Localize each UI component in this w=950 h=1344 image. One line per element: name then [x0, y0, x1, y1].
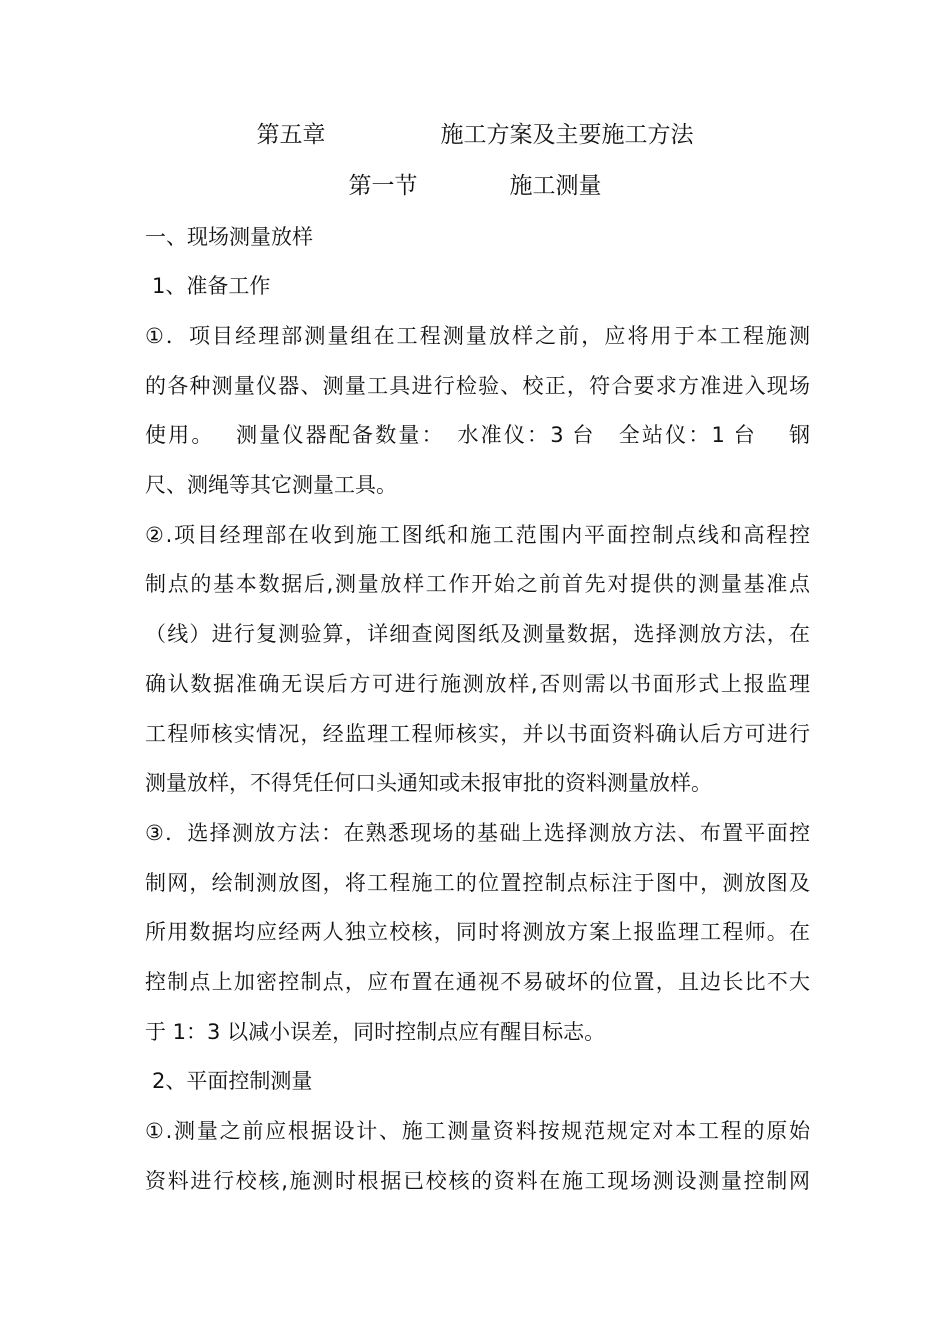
heading-site-survey: 一、现场测量放样: [145, 225, 313, 249]
subheading-preparation: 1、准备工作: [152, 274, 271, 298]
paragraph-line: ①.测量之前应根据设计、施工测量资料按规范规定对本工程的原始: [145, 1119, 810, 1143]
paragraph-line: 制点的基本数据后,测量放样工作开始之前首先对提供的测量基准点: [145, 572, 810, 596]
paragraph-line: 制网，绘制测放图，将工程施工的位置控制点标注于图中，测放图及: [145, 871, 810, 895]
paragraph-line: （线）进行复测验算，详细查阅图纸及测量数据，选择测放方法，在: [145, 622, 810, 646]
paragraph-line: 工程师核实情况，经监理工程师核实，并以书面资料确认后方可进行: [145, 722, 810, 746]
paragraph-line: 资料进行校核,施测时根据已校核的资料在施工现场测设测量控制网: [145, 1169, 810, 1193]
paragraph-line: 的各种测量仪器、测量工具进行检验、校正，符合要求方准进入现场: [145, 374, 810, 398]
section-title: 第一节 施工测量: [348, 173, 602, 199]
paragraph-line: 使用。 测量仪器配备数量： 水准仪：3 台 全站仪：1 台 钢: [145, 423, 810, 447]
paragraph-line: 测量放样，不得凭任何口头通知或未报审批的资料测量放样。: [145, 771, 712, 795]
chapter-title: 第五章 施工方案及主要施工方法: [256, 122, 694, 148]
paragraph-line: ②.项目经理部在收到施工图纸和施工范围内平面控制点线和高程控: [145, 523, 810, 547]
paragraph-line: 所用数据均应经两人独立校核，同时将测放方案上报监理工程师。在: [145, 920, 810, 944]
paragraph-line: ①．项目经理部测量组在工程测量放样之前，应将用于本工程施测: [145, 324, 810, 348]
paragraph-line: 尺、测绳等其它测量工具。: [145, 473, 397, 497]
paragraph-line: 控制点上加密控制点，应布置在通视不易破坏的位置，且边长比不大: [145, 970, 810, 994]
subheading-plane-control: 2、平面控制测量: [152, 1069, 313, 1093]
paragraph-line: 于 1：3 以减小误差，同时控制点应有醒目标志。: [145, 1020, 606, 1044]
paragraph-line: ③．选择测放方法：在熟悉现场的基础上选择测放方法、布置平面控: [145, 821, 810, 845]
paragraph-line: 确认数据准确无误后方可进行施测放样,否则需以书面形式上报监理: [145, 672, 810, 696]
